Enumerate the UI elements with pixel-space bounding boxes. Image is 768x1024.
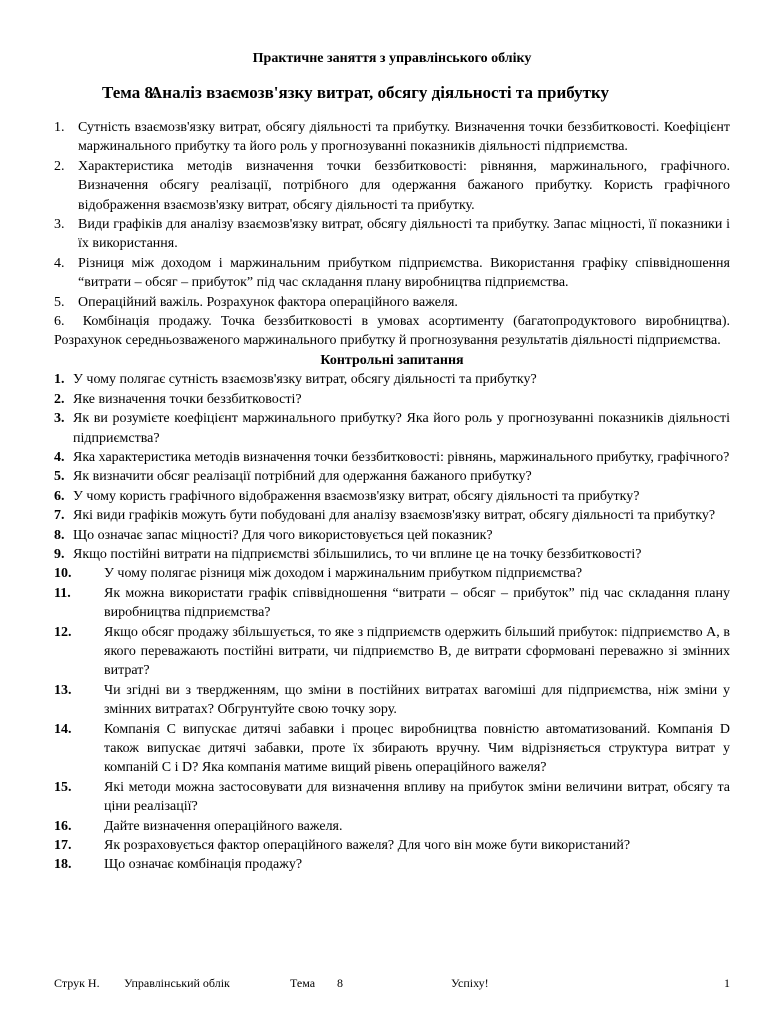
item-text: Комбінація продажу. Точка беззбитковості в умовах асортименту (багатопродуктового виробництва). Розрахунок середньозваженого маржинального прибутку й прогнозування результатів діяльності підприємства. — [54, 314, 731, 349]
question-text: Якщо постійні витрати на підприємстві збільшились, то чи вплине це на точку беззбитковості? — [73, 546, 642, 562]
question-text: Як розраховується фактор операційного важеля? Для чого він може бути використаний? — [104, 838, 631, 854]
question-number: 3. — [54, 411, 65, 427]
footer-author: Струк Н. — [54, 976, 100, 990]
page-number: 1 — [724, 976, 730, 990]
question-number: 6. — [54, 488, 65, 504]
question-text: Чи згідні ви з твердженням, що зміни в постійних витратах вагоміші для підприємства, ніж зміни у змінних витратах? Обгрунтуйте свою точку зору. — [104, 682, 730, 718]
question-number: 11. — [54, 585, 71, 601]
questions-heading: Контрольні запитання — [320, 352, 464, 368]
question-text: Дайте визначення операційного важеля. — [104, 818, 343, 834]
item-number: 6. — [54, 314, 65, 330]
list-item — [54, 157, 730, 215]
question-number: 2. — [54, 391, 65, 407]
question-item — [54, 817, 730, 836]
question-number: 7. — [54, 508, 65, 524]
question-text: Яке визначення точки беззбитковості? — [73, 391, 302, 407]
question-number: 1. — [54, 372, 65, 388]
list-item — [54, 312, 730, 351]
item-text: Характеристика методів визначення точки беззбитковості: рівняння, маржинального, графічного. Визначення обсягу реалізації, потрібного для одержання бажаного прибутку. Користь графічного відображення взаємозв'язку витрат, обсягу діяльності та прибутку. — [78, 158, 730, 213]
question-item — [54, 836, 730, 855]
topic-number: Тема 8. — [102, 83, 158, 102]
list-item — [54, 254, 730, 293]
question-number: 14. — [54, 721, 72, 737]
question-text: Компанія С випускає дитячі забавки і процес виробництва повністю автоматизований. Компанія D також випускає дитячі забавки, проте їх збирають вручну. Чим відрізняється структура витрат у компаній С і D? Яка компанія матиме вищий рівень операційного важеля? — [104, 721, 730, 776]
item-number: 1. — [54, 120, 65, 135]
question-item — [54, 681, 730, 720]
topic-title: Аналіз взаємозв'язку витрат, обсягу діяльності та прибутку — [150, 83, 609, 102]
question-text: Як визначити обсяг реалізації потрібний для одержання бажаного прибутку? — [73, 469, 532, 485]
item-number: 4. — [54, 255, 65, 271]
page-footer — [54, 976, 734, 992]
list-item — [54, 118, 730, 157]
document-page — [54, 50, 730, 875]
item-text: Різниця між доходом і маржинальним прибутком підприємства. Використання графіку співвідношення “витрати – обсяг – прибуток” під час складання плану виробництва підприємства. — [78, 255, 730, 291]
question-number: 8. — [54, 527, 65, 543]
question-text: Що означає запас міцності? Для чого використовується цей показник? — [73, 527, 493, 543]
item-text: Види графіків для аналізу взаємозв'язку витрат, обсягу діяльності та прибутку. Запас міцності, її показники і їх використання. — [78, 217, 730, 252]
topic-heading — [54, 82, 730, 104]
item-text: Сутність взаємозв'язку витрат, обсягу діяльності та прибутку. Визначення точки беззбитковості. Коефіцієнт маржинального прибутку та його роль у прогнозуванні показників діяльності підприємства. — [78, 120, 730, 155]
item-text: Операційний важіль. Розрахунок фактора операційного важеля. — [78, 294, 458, 310]
question-number: 9. — [54, 546, 65, 562]
question-item — [54, 855, 730, 874]
questions-list — [54, 370, 730, 875]
item-number: 3. — [54, 217, 65, 233]
question-number: 12. — [54, 624, 72, 640]
footer-wish: Успіху! — [451, 976, 489, 990]
question-text: У чому користь графічного відображення взаємозв'язку витрат, обсягу діяльності та прибутку? — [73, 488, 640, 504]
topics-list — [54, 118, 730, 351]
item-number: 5. — [54, 294, 65, 310]
item-number: 2. — [54, 158, 65, 174]
footer-topic-label: Тема — [290, 976, 316, 990]
question-text: Які методи можна застосовувати для визначення впливу на прибуток зміни величини витрат, обсягу та ціни реалізації? — [104, 779, 730, 815]
question-text: Якщо обсяг продажу збільшується, то яке з підприємств одержить більший прибуток: підприємство А, в якого переважають постійні витрати, чи підприємство В, де витрати сформовані переважно зі змінних витрат? — [104, 624, 730, 679]
list-item — [54, 293, 730, 312]
question-number: 18. — [54, 857, 72, 873]
question-item — [54, 487, 730, 506]
question-item — [54, 526, 730, 545]
question-text: У чому полягає сутність взаємозв'язку витрат, обсягу діяльності та прибутку? — [73, 372, 537, 388]
question-item — [54, 778, 730, 817]
question-item — [54, 448, 730, 467]
question-number: 5. — [54, 469, 65, 485]
question-text: Як ви розумієте коефіцієнт маржинального прибутку? Яка його роль у прогнозуванні показників діяльності підприємства? — [73, 411, 730, 446]
question-item — [54, 409, 730, 448]
question-number: 17. — [54, 838, 72, 854]
question-number: 4. — [54, 449, 65, 465]
question-text: Яка характеристика методів визначення точки беззбитковості: рівнянь, маржинального прибутку, графічного? — [73, 449, 730, 465]
question-text: Як можна використати графік співвідношення “витрати – обсяг – прибуток” під час складання плану виробництва підприємства? — [104, 585, 730, 621]
question-item — [54, 623, 730, 681]
question-text: Що означає комбінація продажу? — [104, 857, 303, 873]
question-item — [54, 467, 730, 486]
footer-topic-number: 8 — [337, 976, 343, 990]
question-number: 13. — [54, 682, 72, 698]
question-item — [54, 370, 730, 389]
question-number: 16. — [54, 818, 72, 834]
question-item — [54, 564, 730, 583]
question-text: У чому полягає різниця між доходом і маржинальним прибутком підприємства? — [104, 566, 583, 582]
question-text: Які види графіків можуть бути побудовані для аналізу взаємозв'язку витрат, обсягу діяльності та прибутку? — [73, 508, 716, 524]
list-item — [54, 215, 730, 254]
page-title: Практичне заняття з управлінського обліку — [252, 51, 532, 66]
question-item — [54, 506, 730, 525]
footer-course: Управлінський облік — [124, 976, 230, 990]
question-number: 15. — [54, 779, 72, 795]
question-item — [54, 390, 730, 409]
question-item — [54, 545, 730, 564]
question-number: 10. — [54, 566, 72, 582]
question-item — [54, 720, 730, 778]
question-item — [54, 584, 730, 623]
